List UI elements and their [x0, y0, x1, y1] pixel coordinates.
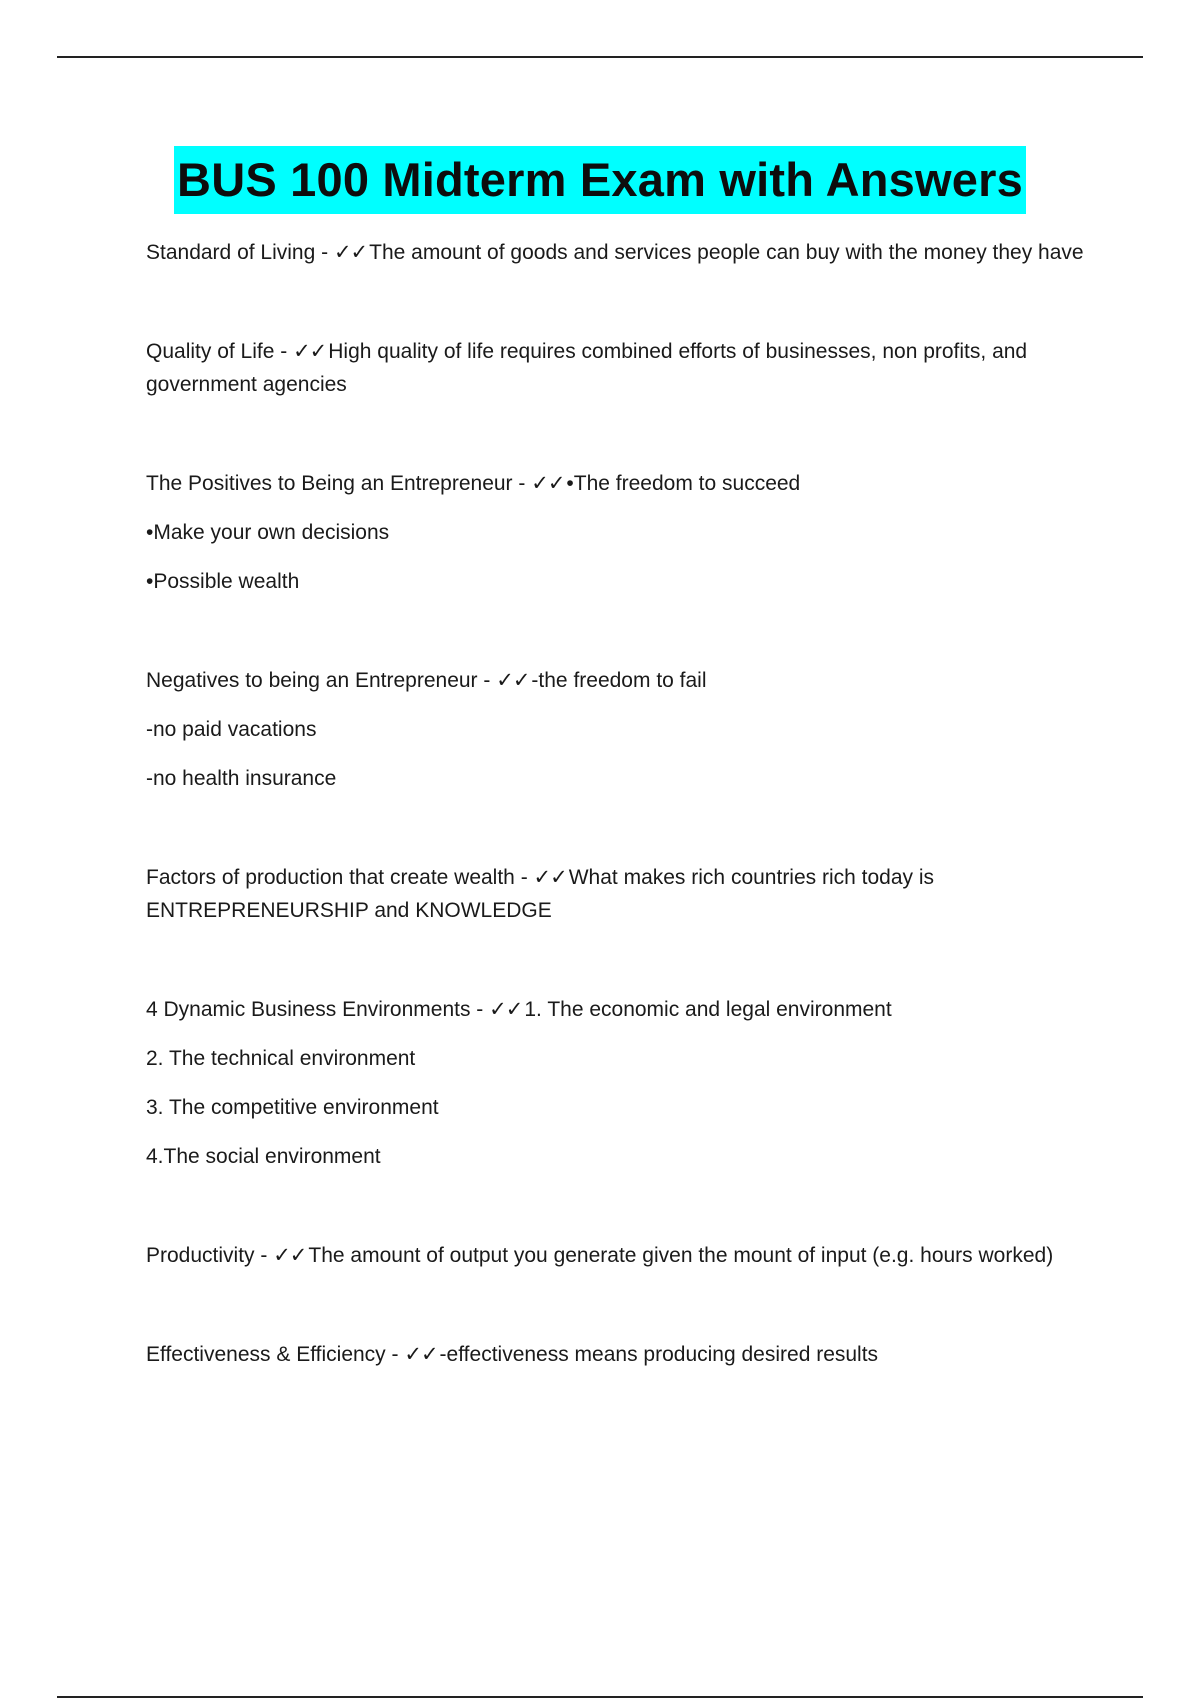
answer-continuation: -no paid vacations: [146, 718, 317, 741]
answer-continuation: 4.The social environment: [146, 1145, 381, 1168]
term: Negatives to being an Entrepreneur -: [146, 669, 497, 692]
answer: -effectiveness means producing desired results: [439, 1343, 879, 1366]
term: Quality of Life -: [146, 340, 294, 363]
qa-line: [146, 335, 1096, 401]
check-mark-icon: ✓✓: [533, 865, 567, 889]
qa-entry-entrepreneur-positives: [146, 467, 1096, 598]
qa-entry-factors-of-production: [146, 861, 1096, 927]
term: Effectiveness & Efficiency -: [146, 1343, 405, 1366]
qa-line: [146, 1239, 1096, 1272]
answer: The amount of goods and services people can buy with the money they have: [369, 241, 1084, 264]
answer-continuation: •Make your own decisions: [146, 521, 390, 544]
qa-entry-business-environments: [146, 993, 1096, 1173]
qa-entry-quality-of-life: [146, 335, 1096, 401]
term: Factors of production that create wealth -: [146, 866, 534, 889]
qa-entry-productivity: [146, 1239, 1096, 1272]
check-mark-icon: ✓✓: [489, 997, 523, 1021]
term: Standard of Living -: [146, 241, 334, 264]
check-mark-icon: ✓✓: [333, 240, 368, 264]
answer: •The freedom to succeed: [566, 472, 801, 495]
answer-continuation: -no health insurance: [146, 767, 337, 790]
answer-continuation: 2. The technical environment: [146, 1047, 416, 1070]
qa-line: [146, 236, 1096, 269]
check-mark-icon: ✓✓: [496, 668, 530, 692]
qa-entry-effectiveness-efficiency: [146, 1338, 1096, 1371]
qa-line: [146, 1338, 1096, 1371]
answer: What makes rich countries rich today is ENTREPRENEURSHIP and KNOWLEDGE: [146, 866, 935, 922]
check-mark-icon: ✓✓: [404, 1342, 438, 1366]
title-container: [0, 146, 1200, 214]
qa-line: [146, 467, 1096, 500]
qa-line: [146, 861, 1096, 927]
document-title: BUS 100 Midterm Exam with Answers: [174, 146, 1026, 214]
term: Productivity -: [146, 1244, 274, 1267]
answer: -the freedom to fail: [531, 669, 707, 692]
qa-line: [146, 664, 1096, 697]
term: 4 Dynamic Business Environments -: [146, 998, 490, 1021]
bottom-divider: [57, 1696, 1143, 1698]
answer: High quality of life requires combined efforts of businesses, non profits, and government agencies: [146, 340, 1028, 396]
answer: The amount of output you generate given the mount of input (e.g. hours worked): [308, 1244, 1054, 1267]
term: The Positives to Being an Entrepreneur -: [146, 472, 532, 495]
check-mark-icon: ✓✓: [293, 339, 327, 363]
answer-continuation: •Possible wealth: [146, 570, 300, 593]
check-mark-icon: ✓✓: [531, 471, 565, 495]
qa-entry-standard-of-living: [146, 236, 1096, 269]
answer-continuation: 3. The competitive environment: [146, 1096, 439, 1119]
qa-entry-entrepreneur-negatives: [146, 664, 1096, 795]
top-divider: [57, 56, 1143, 58]
answer: 1. The economic and legal environment: [524, 998, 892, 1021]
qa-line: [146, 993, 1096, 1026]
qa-list: [146, 236, 1096, 1437]
check-mark-icon: ✓✓: [273, 1243, 307, 1267]
